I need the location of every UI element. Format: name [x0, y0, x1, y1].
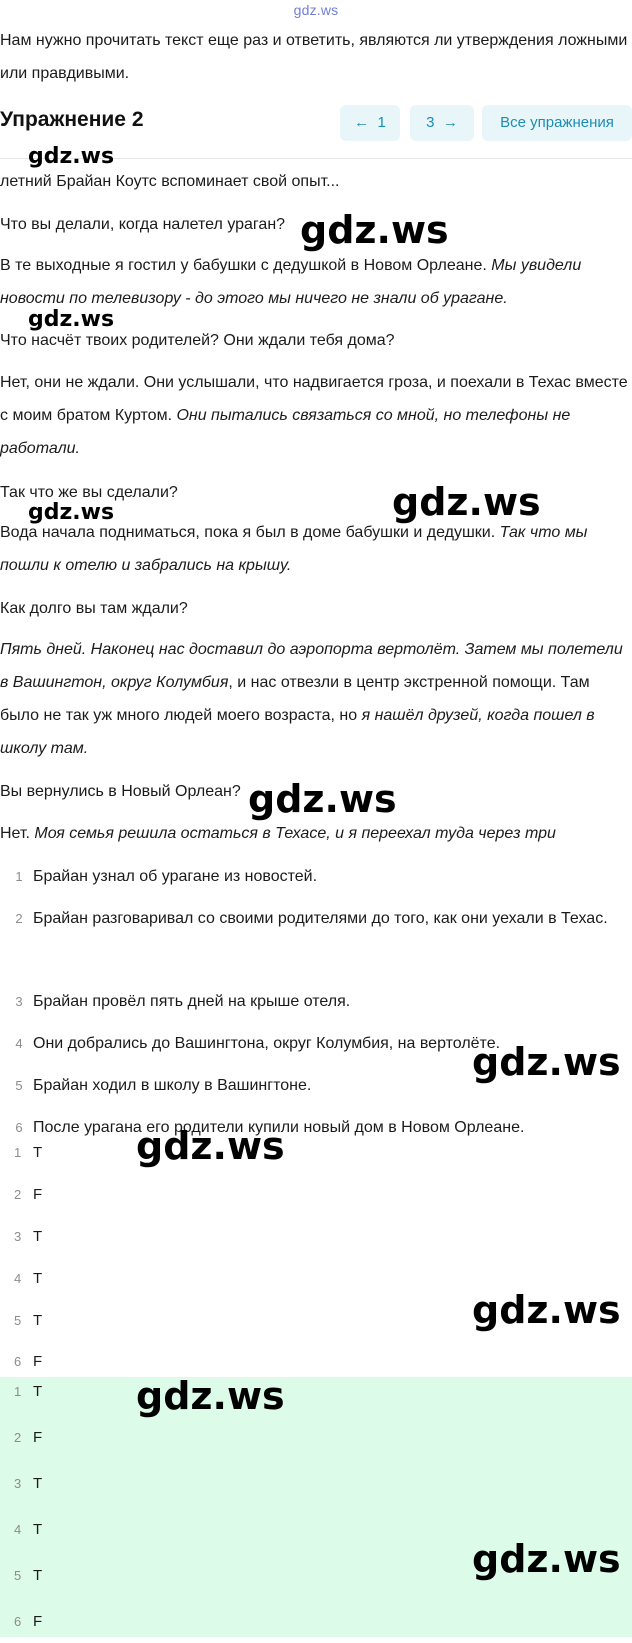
top-watermark: gdz.ws: [293, 2, 339, 18]
watermark: gdz.ws: [392, 480, 541, 524]
question-2: Что насчёт твоих родителей? Они ждали тебя дома?: [0, 332, 395, 349]
answer-row-highlighted: 3 T: [14, 1475, 43, 1492]
watermark: gdz.ws: [472, 1040, 621, 1084]
question-3: Так что же вы сделали?: [0, 484, 178, 501]
answer-row-highlighted: 6 F: [14, 1613, 43, 1630]
watermark: gdz.ws: [300, 208, 449, 252]
prev-exercise-label: 1: [377, 114, 386, 131]
all-exercises-button[interactable]: [482, 105, 632, 141]
answer-row: 2 F: [14, 1186, 43, 1203]
prev-exercise-button[interactable]: [340, 105, 400, 141]
text-line: летний Брайан Коутс вспоминает свой опыт...: [0, 173, 340, 190]
arrow-left-icon: ←: [354, 114, 370, 131]
watermark: gdz.ws: [28, 307, 115, 332]
watermark: gdz.ws: [28, 500, 115, 525]
answer-row: 5 T: [14, 1312, 43, 1329]
answer-row: 6 F: [14, 1353, 43, 1370]
watermark: gdz.ws: [136, 1374, 285, 1418]
all-exercises-label: Все упражнения: [500, 114, 614, 131]
answer-row: 4 T: [14, 1270, 43, 1287]
answer-row-highlighted: 4 T: [14, 1521, 43, 1538]
answer-row-highlighted: 5 T: [14, 1567, 43, 1584]
next-exercise-button[interactable]: [410, 105, 474, 141]
answer-row-highlighted: 2 F: [14, 1429, 43, 1446]
answer-4: Пять дней. Наконец нас доставил до аэропорта вертолёт. Затем мы полетели в Вашингтон, округ Колумбия, и нас отвезли в центр экстренной помощи. Там было не так уж много людей моего возраста, но я нашёл друзей, когда пошел в школу там.: [0, 641, 623, 757]
watermark: gdz.ws: [136, 1124, 285, 1168]
question-5: Вы вернулись в Новый Орлеан?: [0, 783, 241, 800]
next-exercise-label: 3: [426, 114, 435, 131]
answer-2: Нет, они не ждали. Они услышали, что надвигается гроза, и поехали в Техас вместе с моим братом Куртом. Они пытались связаться со мной, но телефоны не работали.: [0, 374, 628, 457]
answer-row: 3 T: [14, 1228, 43, 1245]
exercise-title: Упражнение 2: [0, 108, 144, 131]
answer-3: Вода начала подниматься, пока я был в доме бабушки и дедушки. Так что мы пошли к отелю и забрались на крышу.: [0, 524, 588, 574]
answer-row-highlighted: 1 T: [14, 1383, 43, 1400]
answer-1: В те выходные я гостил у бабушки с дедушкой в Новом Орлеане. Мы увидели новости по телевизору - до этого мы ничего не знали об урагане.: [0, 257, 582, 307]
watermark: gdz.ws: [248, 777, 397, 821]
answer-highlight-block: [0, 1374, 632, 1637]
arrow-right-icon: →: [442, 114, 458, 131]
intro-text: Нам нужно прочитать текст еще раз и ответить, являются ли утверждения ложными или правдивыми.: [0, 32, 628, 82]
watermark: gdz.ws: [472, 1537, 621, 1581]
watermark: gdz.ws: [472, 1288, 621, 1332]
question-4: Как долго вы там ждали?: [0, 600, 188, 617]
answer-row: 1 T: [14, 1144, 43, 1161]
question-1: Что вы делали, когда налетел ураган?: [0, 216, 286, 233]
watermark: gdz.ws: [28, 144, 115, 169]
answer-5: Нет. Моя семья решила остаться в Техасе, и я переехал туда через три: [0, 825, 556, 842]
